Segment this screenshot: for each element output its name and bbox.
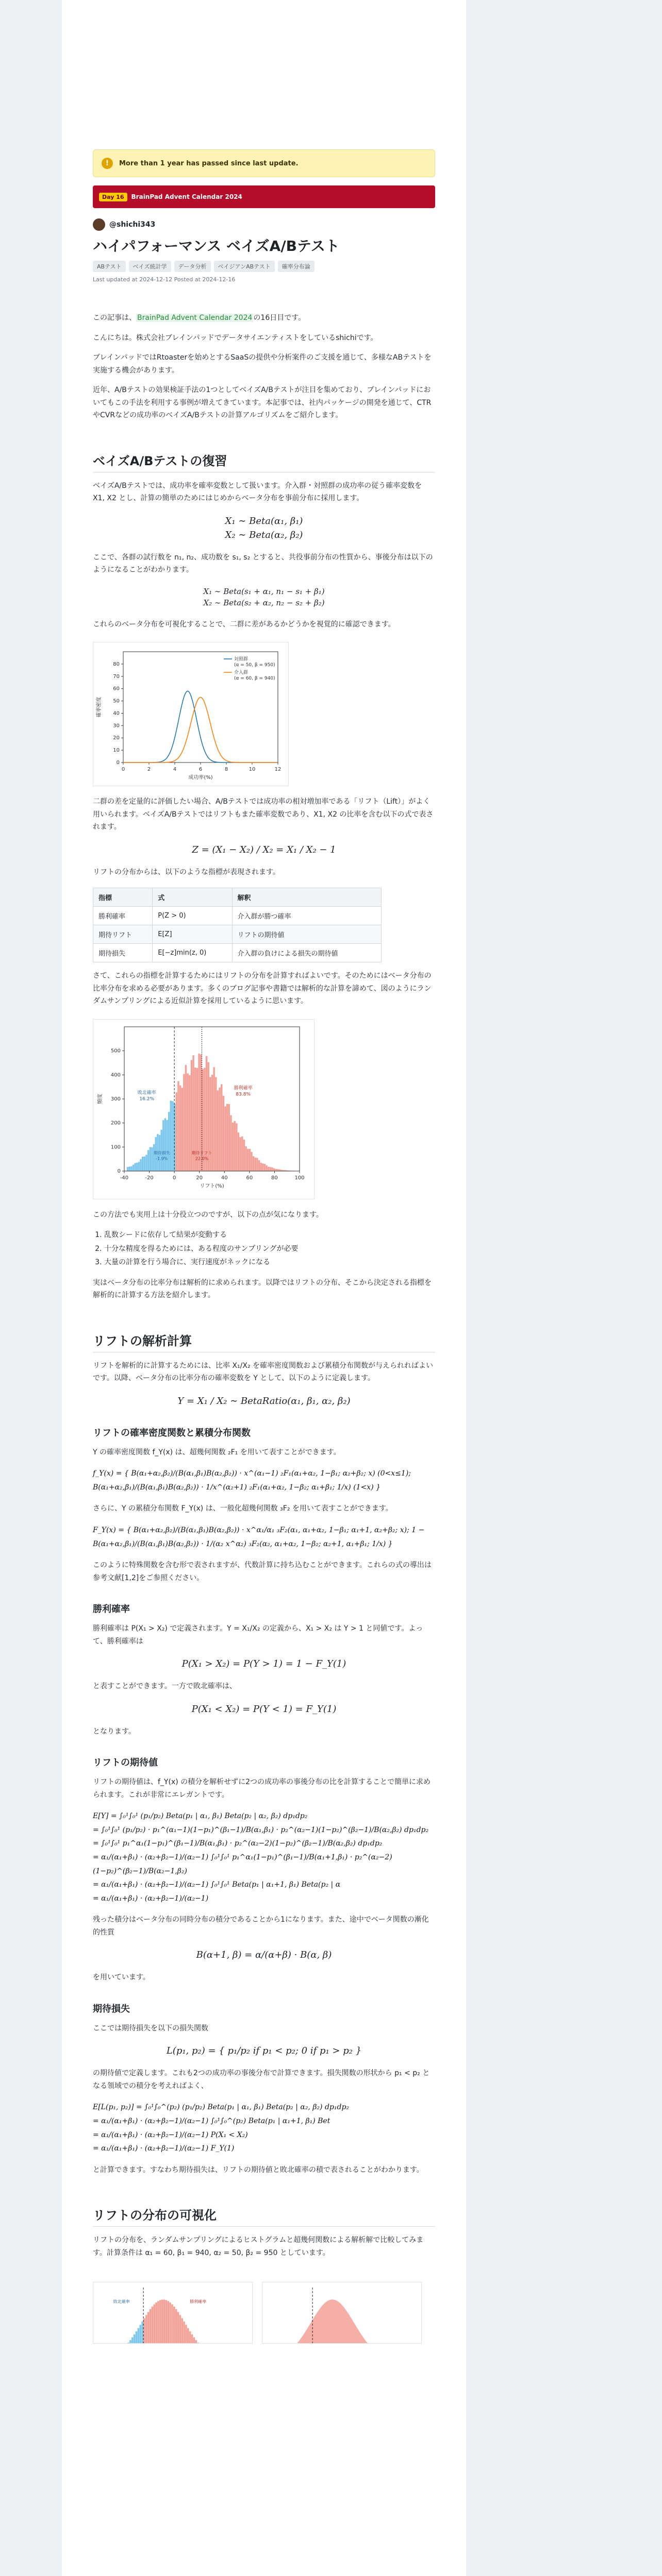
- histogram-bar: [230, 1115, 231, 1171]
- equation: L(p₁, p₂) = { p₁/p₂ if p₁ < p₂; 0 if p₁ > p₂ }: [166, 2045, 362, 2057]
- histogram-bar: [273, 1168, 275, 1171]
- tag-list: [93, 261, 435, 272]
- histogram-bar: [260, 1162, 262, 1171]
- y-axis-label: 確率密度: [96, 697, 102, 718]
- beta-distribution-chart: [93, 642, 289, 786]
- tag[interactable]: データ分析: [174, 261, 211, 272]
- notice-text: More than 1 year has passed since last update.: [119, 159, 299, 167]
- paragraph: Y の確率密度関数 f_Y(x) は、超幾何関数 ₂F₁ を用いて表すことができます。: [93, 1448, 341, 1456]
- histogram-bar: [129, 1166, 130, 1171]
- paragraph: ベイズA/Bテストでは、成功率を確率変数として扱います。介入群・対照群の成功率の従う確率変数を X1, X2 とし、計算の簡単のためにはじめからベータ分布を事前分布に採用します。: [93, 481, 422, 502]
- histogram-bar: [145, 1155, 147, 1171]
- list-item: 3. 大量の計算を行う場合に、実行速度がネックになる: [104, 1256, 435, 1269]
- list-item: 1. 乱数シードに依存して結果が変動する: [104, 1228, 435, 1242]
- histogram-bar: [215, 1077, 217, 1171]
- histogram-bar: [243, 1139, 245, 1171]
- x-tick-label: 2: [147, 767, 151, 772]
- equation-line: X₂ ∼ Beta(s₂ + α₂, n₂ − s₂ + β₂): [203, 598, 325, 607]
- x-tick-label: 0: [121, 767, 125, 772]
- paragraph: リフトの分布を、ランダムサンプリングによるヒストグラムと超幾何関数による解析解で比較してみます。計算条件は α₁ = 60, β₁ = 940, α₂ = 50, β₂ = 950 としています。: [93, 2236, 424, 2257]
- analytic-density-chart: [262, 2282, 422, 2344]
- histogram-bar: [166, 1120, 168, 1171]
- paragraph: ここで、各群の試行数を n₁, n₂、成功数を s₁, s₂ とすると、共役事前分布の性質から、事後分布は以下のようになることがわかります。: [93, 553, 433, 574]
- histogram-bar: [147, 2312, 150, 2344]
- equation-line: = ∫₀¹∫₀¹ p₁^α₁(1−p₁)^(β₁−1)/B(α₁,β₁) · p₂^(α₂−2)(1−p₂)^(β₂−1)/B(α₂,β₂) dp₁dp₂: [93, 1839, 383, 1848]
- expected-loss-title: 期待損失: [153, 1150, 170, 1155]
- y-tick-label: 40: [113, 710, 120, 717]
- sampling-histogram-chart: [93, 2282, 253, 2344]
- y-axis-label: 頻度: [97, 1093, 103, 1104]
- histogram-bar: [211, 1075, 213, 1171]
- histogram-bar: [185, 1064, 187, 1171]
- equation-line: X₁ ∼ Beta(α₁, β₁): [225, 515, 303, 527]
- equation-line: = α₁/(α₁+β₁) · (α₂+β₂−1)/(α₂−1) ∫₀¹∫₀¹ Beta(p₁ | α₁+1, β₁) Beta(p₂ | α: [93, 1880, 341, 1889]
- win-prob-title: 勝利確率: [190, 2299, 207, 2304]
- histogram-bar: [193, 2337, 195, 2344]
- y-tick-label: 0: [116, 760, 120, 766]
- histogram-bar: [171, 2304, 173, 2344]
- tag[interactable]: ABテスト: [93, 261, 126, 272]
- histogram-bar: [150, 1147, 151, 1171]
- y-tick-label: 10: [113, 748, 120, 754]
- table-cell: E[Z]: [153, 925, 232, 944]
- paragraph: を用いています。: [93, 1973, 150, 1982]
- histogram-bar: [138, 1162, 140, 1171]
- histogram-bar: [147, 1150, 149, 1171]
- series-line: [123, 697, 277, 762]
- histogram-bar: [139, 2325, 141, 2344]
- histogram-bar: [268, 1166, 269, 1171]
- subsection-heading: リフトの確率密度関数と累積分布関数: [93, 1427, 251, 1438]
- table-cell: P(Z > 0): [153, 907, 232, 925]
- x-axis-label: リフト(%): [200, 1183, 224, 1189]
- equation-line: X₁ ∼ Beta(s₁ + α₁, n₁ − s₁ + β₁): [203, 586, 325, 596]
- histogram-bar: [175, 2309, 177, 2344]
- paragraph: と計算できます。すなわち期待損失は、リフトの期待値と敗北確率の積で表されることがわかります。: [93, 2165, 424, 2174]
- histogram-bar: [179, 1085, 181, 1171]
- table-cell: 介入群が勝つ確率: [232, 907, 382, 925]
- histogram-bar: [141, 2321, 143, 2344]
- histogram-bar: [161, 2300, 163, 2344]
- table-row: [93, 925, 382, 944]
- win-prob-title: 勝利確率: [234, 1085, 253, 1091]
- paragraph: 二群の差を定量的に評価したい場合、A/Bテストでは成功率の相対増加率である「リフト（Lift）」がよく用いられます。ベイズA/Bテストではリフトもまた確率変数であり、X1, X2 の比率を含む以下の式で表されます。: [93, 798, 434, 831]
- paragraph: 近年、A/Bテストの効果検証手法の1つとしてベイズA/Bテストが注目を集めており、ブレインパッドにおいてもこの手法を利用する事例が増えてきています。本記事では、社内パッケージの開発を通じて、CTRやCVRなどの成功率のベイズA/Bテストの計算アルゴリズムをご紹介します。: [93, 386, 432, 419]
- histogram-bar: [183, 1074, 185, 1171]
- table-header: 式: [153, 888, 232, 907]
- histogram-bar: [172, 1101, 173, 1171]
- histogram-bar: [168, 1112, 170, 1171]
- y-tick-label: 20: [113, 735, 120, 741]
- lose-prob-title: 敗北確率: [113, 2299, 130, 2304]
- win-prob-value: 83.8%: [236, 1091, 251, 1097]
- series-line: [123, 691, 277, 762]
- histogram-bar: [196, 1067, 198, 1171]
- comparison-charts: [93, 2270, 435, 2344]
- histogram-bar: [170, 1100, 172, 1171]
- y-tick-label: 60: [113, 686, 120, 692]
- section-heading: リフトの解析計算: [93, 1331, 435, 1352]
- expected-lift-value: 22.0%: [195, 1156, 209, 1161]
- histogram-bar: [169, 2302, 171, 2344]
- legend-label: 対照群: [234, 657, 249, 662]
- histogram-bar: [163, 2300, 166, 2344]
- equation-line: = α₁/(α₁+β₁) · (α₂+β₂−1)/(α₂−1) P(X₁ < X₂): [93, 2130, 248, 2139]
- histogram-bar: [162, 1120, 164, 1171]
- histogram-bar: [217, 1090, 219, 1171]
- histogram-bar: [174, 1104, 175, 1171]
- histogram-bar: [134, 2334, 136, 2344]
- histogram-bar: [224, 1106, 226, 1171]
- equation-line: = α₁/(α₁+β₁) · (α₂+β₂−1)/(α₂−1) ∫₀¹∫₀^(p₂) Beta(p₁ | α₁+1, β₁) Bet: [93, 2116, 330, 2125]
- x-tick-label: 6: [198, 767, 203, 772]
- tag[interactable]: 確率分布論: [278, 261, 315, 272]
- histogram-bar: [204, 1067, 205, 1171]
- paragraph: 実はベータ分布の比率分布は解析的に求められます。以降ではリフトの分布、そこから決定される指標を解析的に計算する方法を紹介します。: [93, 1278, 432, 1300]
- equation-block: [93, 2100, 435, 2155]
- x-tick-label: 12: [274, 767, 282, 772]
- advent-title: BrainPad Advent Calendar 2024: [131, 193, 242, 200]
- table-cell: 介入群の負けによる損失の期待値: [232, 944, 382, 962]
- histogram-bar: [258, 1160, 260, 1171]
- histogram-bar: [155, 2302, 157, 2344]
- histogram-bar: [127, 1167, 128, 1171]
- histogram-bar: [249, 1148, 251, 1171]
- equation: [93, 514, 435, 542]
- table-cell: リフトの期待値: [232, 925, 382, 944]
- histogram-bar: [136, 2331, 138, 2344]
- expected-loss-value: -1.9%: [156, 1156, 168, 1161]
- histogram-bar: [145, 2315, 147, 2344]
- histogram-bar: [152, 2307, 154, 2344]
- table-cell: 期待リフト: [93, 925, 153, 944]
- histogram-bar: [187, 1073, 188, 1171]
- histogram-bar: [209, 1077, 211, 1171]
- x-tick-label: 0: [172, 1175, 176, 1181]
- equation: Z = (X₁ − X₂) / X₂ = X₁ / X₂ − 1: [192, 844, 336, 855]
- table-cell: E[−z]min(z, 0): [153, 944, 232, 962]
- histogram-bar: [247, 1149, 249, 1171]
- histogram-bar: [164, 1118, 166, 1171]
- histogram-bar: [232, 1122, 234, 1171]
- histogram-bar: [236, 1123, 237, 1171]
- histogram-bar: [143, 2318, 145, 2344]
- x-tick-label: -40: [120, 1175, 129, 1181]
- y-tick-label: 0: [117, 1168, 121, 1174]
- histogram-bar: [223, 1095, 224, 1171]
- histogram-bar: [238, 1132, 239, 1171]
- histogram-bar: [157, 2301, 159, 2344]
- histogram-bar: [270, 1167, 271, 1171]
- y-tick-label: 400: [110, 1072, 121, 1078]
- histogram-bar: [189, 2331, 191, 2344]
- histogram-bar: [221, 1084, 222, 1171]
- histogram-bar: [138, 2328, 140, 2344]
- table-header: 指標: [93, 888, 153, 907]
- histogram-bar: [185, 2325, 187, 2344]
- histogram-bar: [226, 1104, 228, 1171]
- histogram-bar: [251, 1151, 252, 1171]
- y-tick-label: 100: [110, 1144, 121, 1150]
- histogram-bar: [177, 1081, 179, 1171]
- expected-lift-title: 期待リフト: [191, 1150, 212, 1155]
- lift-histogram-chart: [93, 1019, 315, 1199]
- y-tick-label: 30: [113, 723, 120, 729]
- paragraph: この方法でも実用上は十分役立つのですが、以下の点が気になります。: [93, 1210, 323, 1219]
- histogram-bar: [131, 2337, 134, 2344]
- equation: P(X₁ < X₂) = P(Y < 1) = F_Y(1): [191, 1703, 337, 1715]
- histogram-bar: [130, 1166, 132, 1171]
- advent-day-badge: Day 16: [99, 193, 127, 201]
- issue-list: [104, 1228, 435, 1269]
- legend-param: (α = 50, β = 950): [234, 663, 275, 668]
- post-dates: Last updated at 2024-12-12 Posted at 2024-12-16: [93, 276, 236, 283]
- paragraph: このように特殊関数を含む形で表されますが、代数計算に持ち込むことができます。これらの式の導出は参考文献[1,2]をご参照ください。: [93, 1561, 432, 1582]
- advent-banner[interactable]: [93, 185, 435, 208]
- histogram-bar: [245, 1146, 246, 1171]
- histogram-bar: [183, 2321, 185, 2344]
- warning-icon: !: [102, 158, 113, 169]
- x-tick-label: 10: [249, 767, 256, 772]
- x-tick-label: 20: [196, 1175, 203, 1181]
- equation-line: = ∫₀¹∫₀¹ (p₁/p₂) · p₁^(α₁−1)(1−p₁)^(β₁−1)/B(α₁,β₁) · p₂^(α₂−1)(1−p₂)^(β₂−1)/B(α₂,β₂) dp₁dp₂: [93, 1825, 429, 1834]
- histogram-bar: [253, 1156, 254, 1171]
- histogram-bar: [179, 2315, 181, 2344]
- density-area: [273, 2299, 412, 2344]
- equation: [93, 586, 435, 609]
- histogram-bar: [239, 1137, 241, 1171]
- equation: B(α+1, β) = α/(α+β) · B(α, β): [196, 1950, 332, 1961]
- histogram-bar: [234, 1121, 236, 1171]
- x-tick-label: 40: [221, 1175, 228, 1181]
- histogram-bar: [181, 2318, 183, 2344]
- subsection-heading: 期待損失: [93, 2003, 130, 2014]
- paragraph: ここでは期待損失を以下の損失関数: [93, 2024, 208, 2032]
- lose-prob-title: 敗北確率: [137, 1090, 156, 1096]
- table-cell: 勝利確率: [93, 907, 153, 925]
- equation-line: X₂ ∼ Beta(α₂, β₂): [225, 529, 303, 540]
- x-tick-label: 60: [246, 1175, 253, 1181]
- equation-pdf: f_Y(x) = { B(α₁+α₂,β₂)/(B(α₁,β₁)B(α₂,β₂)) · x^(α₁−1) ₂F₁(α₁+α₂, 1−β₁; α₂+β₂; x) (0<x≤1); B(α₁+α₂,β₁)/(B(α₁,β₁)B(α₂,β₂)) · 1/x^(α₂+1) ₂F₁(α₁+α₂, 1−β₂; α₁+β₁; 1/x) (1<x) }: [93, 1469, 411, 1492]
- histogram-bar: [266, 1165, 267, 1171]
- table-row: [93, 907, 382, 925]
- x-tick-label: 8: [224, 767, 228, 772]
- histogram-bar: [262, 1163, 263, 1171]
- histogram-bar: [213, 1067, 214, 1171]
- histogram-bar: [181, 1088, 183, 1171]
- equation-line: = α₁/(α₁+β₁) · (α₂+β₂−1)/(α₂−1): [93, 1894, 209, 1903]
- paragraph: となります。: [93, 1727, 136, 1736]
- histogram-bar: [271, 1167, 273, 1171]
- histogram-bar: [150, 2309, 152, 2344]
- y-tick-label: 300: [110, 1096, 121, 1102]
- equation-block: [93, 1809, 435, 1905]
- x-axis-label: 成功率(%): [188, 775, 213, 781]
- histogram-bar: [142, 1157, 143, 1171]
- paragraph: と表すことができます。一方で敗北確率は、: [93, 1682, 237, 1691]
- subsection-heading: 勝利確率: [93, 1604, 130, 1615]
- intro-text: この記事は、: [93, 314, 136, 322]
- histogram-bar: [159, 2300, 161, 2344]
- equation-cdf: F_Y(x) = { B(α₁+α₂,β₂)/(B(α₁,β₁)B(α₂,β₂)) · x^α₁/α₁ ₃F₂(α₁, α₁+α₂, 1−β₁; α₁+1, α₂+β₂; x); 1 − B(α₁+α₂,β₁)/(B(α₁,β₁)B(α₂,β₂)) · 1/(α₂ x^α₂) ₃F₂(α₂, α₁+α₂, 1−β₂; α₂+1, α₁+β₁; 1/x) }: [93, 1526, 425, 1548]
- histogram-bar: [153, 2304, 155, 2344]
- section-heading: リフトの分布の可視化: [93, 2205, 435, 2227]
- histogram-bar: [219, 1087, 220, 1171]
- table-cell: 期待損失: [93, 944, 153, 962]
- advent-calendar-link[interactable]: BrainPad Advent Calendar 2024: [137, 314, 253, 322]
- subsection-heading: リフトの期待値: [93, 1757, 158, 1769]
- intro-paragraph: [93, 312, 435, 325]
- paragraph: リフトの分布からは、以下のような指標が表現されます。: [93, 868, 280, 876]
- y-tick-label: 70: [113, 673, 120, 680]
- legend-label: 介入群: [234, 670, 249, 675]
- histogram-bar: [187, 2328, 189, 2344]
- paragraph: こんにちは。株式会社ブレインパッドでデータサイエンティストをしているshichiです。: [93, 333, 378, 342]
- intro-text: の16日目です。: [253, 314, 306, 322]
- equation: P(X₁ > X₂) = P(Y > 1) = 1 − F_Y(1): [181, 1658, 346, 1670]
- avatar: [93, 218, 105, 231]
- histogram-bar: [228, 1104, 230, 1171]
- tag[interactable]: ベイズ統計学: [129, 261, 171, 272]
- histogram-bar: [153, 1144, 155, 1171]
- histogram-bar: [151, 1147, 153, 1171]
- histogram-bar: [173, 2307, 175, 2344]
- histogram-bar: [264, 1164, 266, 1171]
- paragraph: リフトの期待値は、f_Y(x) の積分を解析せずに2つの成功率の事後分布の比を計算することで簡単に求められます。これが非常にエレガントです。: [93, 1778, 431, 1799]
- author-name: @shichi343: [109, 221, 156, 229]
- histogram-bar: [134, 1163, 136, 1171]
- histogram-bar: [144, 1156, 145, 1171]
- paragraph: 勝利確率は P(X₁ > X₂) で定義されます。Y = X₁/X₂ の定義から、X₁ > X₂ は Y > 1 と同値です。よって、勝利確率は: [93, 1624, 423, 1646]
- equation: Y = X₁ / X₂ ∼ BetaRatio(α₁, β₁, α₂, β₂): [177, 1395, 351, 1406]
- y-tick-label: 80: [113, 661, 120, 667]
- histogram-bar: [255, 1157, 256, 1171]
- x-tick-label: -20: [145, 1175, 154, 1181]
- section-heading: ベイズA/Bテストの復習: [93, 451, 435, 472]
- paragraph: 残った積分はベータ分布の同時分布の積分であることから1になります。また、途中でベータ関数の漸化的性質: [93, 1916, 429, 1937]
- histogram-bar: [176, 1092, 177, 1171]
- histogram-bar: [275, 1168, 277, 1171]
- histogram-bar: [195, 2340, 197, 2344]
- histogram-bar: [133, 1164, 134, 1171]
- histogram-bar: [197, 2343, 199, 2344]
- equation-line: = α₁/(α₁+β₁) · (α₂+β₂−1)/(α₂−1) F_Y(1): [93, 2144, 235, 2153]
- histogram-bar: [166, 2300, 168, 2344]
- x-tick-label: 80: [271, 1175, 278, 1181]
- article-page: [62, 0, 466, 2576]
- histogram-bar: [189, 1075, 190, 1171]
- author-link[interactable]: [93, 218, 435, 231]
- paragraph: さらに、Y の累積分布関数 F_Y(x) は、一般化超幾何関数 ₃F₂ を用いて表すことができます。: [93, 1504, 393, 1513]
- list-item: 2. 十分な精度を得るためには、ある程度のサンプリングが必要: [104, 1242, 435, 1256]
- histogram-bar: [136, 1162, 138, 1171]
- x-tick-label: 100: [294, 1175, 305, 1181]
- histogram-bar: [167, 2301, 169, 2344]
- paragraph: さて、これらの指標を計算するためにはリフトの分布を計算すればよいです。そのためにはベータ分布の比率分布を求める必要があります。多くのブログ記事や書籍では解析的な計算を諦めて、図のようにランダムサンプリングによる近似計算を採用しているように思います。: [93, 972, 432, 1005]
- table-header: 解釈: [232, 888, 382, 907]
- paragraph: これらのベータ分布を可視化することで、二群に差があるかどうかを視覚的に確認できます。: [93, 620, 395, 629]
- y-tick-label: 50: [113, 698, 120, 704]
- lose-prob-value: 16.2%: [139, 1096, 155, 1102]
- paragraph: の期待値で定義します。これも2つの成功率の事後分布で計算できます。損失関数の形状から p₁ < p₂ となる領域での積分を考えればよく、: [93, 2069, 430, 2090]
- table-row: [93, 944, 382, 962]
- histogram-bar: [191, 2334, 193, 2344]
- tag[interactable]: ベイジアンABテスト: [214, 261, 275, 272]
- stale-notice: [93, 149, 435, 177]
- x-tick-label: 4: [173, 767, 177, 772]
- equation-line: E[L(p₁, p₂)] = ∫₀¹∫₀^(p₂) (p₁/p₂) Beta(p₁ | α₁, β₁) Beta(p₂ | α₂, β₂) dp₁dp₂: [93, 2103, 350, 2112]
- histogram-bar: [202, 1069, 204, 1171]
- histogram-bar: [194, 1067, 196, 1171]
- y-tick-label: 500: [110, 1048, 121, 1054]
- page-title: ハイパフォーマンス ベイズA/Bテスト: [93, 238, 340, 255]
- histogram-bar: [129, 2340, 131, 2344]
- paragraph: ブレインパッドではRtoasterを始めとするSaaSの提供や分析案件のご支援を通じて、多様なABテストを実施する機会があります。: [93, 353, 432, 375]
- plot-frame: [123, 652, 278, 762]
- paragraph: リフトを解析的に計算するためには、比率 X₁/X₂ を確率密度関数および累積分布関数が与えられればよいです。以降、ベータ分布の比率分布の確率変数を Y として、以下のように定義します。: [93, 1361, 434, 1383]
- histogram-bar: [241, 1136, 243, 1171]
- histogram-bar: [140, 1159, 141, 1171]
- metrics-table: [93, 888, 382, 962]
- y-tick-label: 200: [110, 1120, 121, 1126]
- legend-param: (α = 60, β = 940): [234, 676, 275, 681]
- histogram-bar: [127, 2343, 129, 2344]
- histogram-bar: [177, 2312, 179, 2344]
- equation-line: E[Y] = ∫₀¹∫₀¹ (p₁/p₂) Beta(p₁ | α₁, β₁) Beta(p₂ | α₂, β₂) dp₁dp₂: [93, 1812, 308, 1821]
- histogram-bar: [277, 1169, 278, 1171]
- histogram-bar: [256, 1158, 258, 1171]
- equation-line: = α₁/(α₁+β₁) · (α₂+β₂−1)/(α₂−1) ∫₀¹∫₀¹ p₁^α₁(1−p₁)^(β₁−1)/B(α₁+1,β₁) · p₂^(α₂−2)(1−p₂)^(β₂−1)/B(α₂−1,β₂): [93, 1853, 392, 1875]
